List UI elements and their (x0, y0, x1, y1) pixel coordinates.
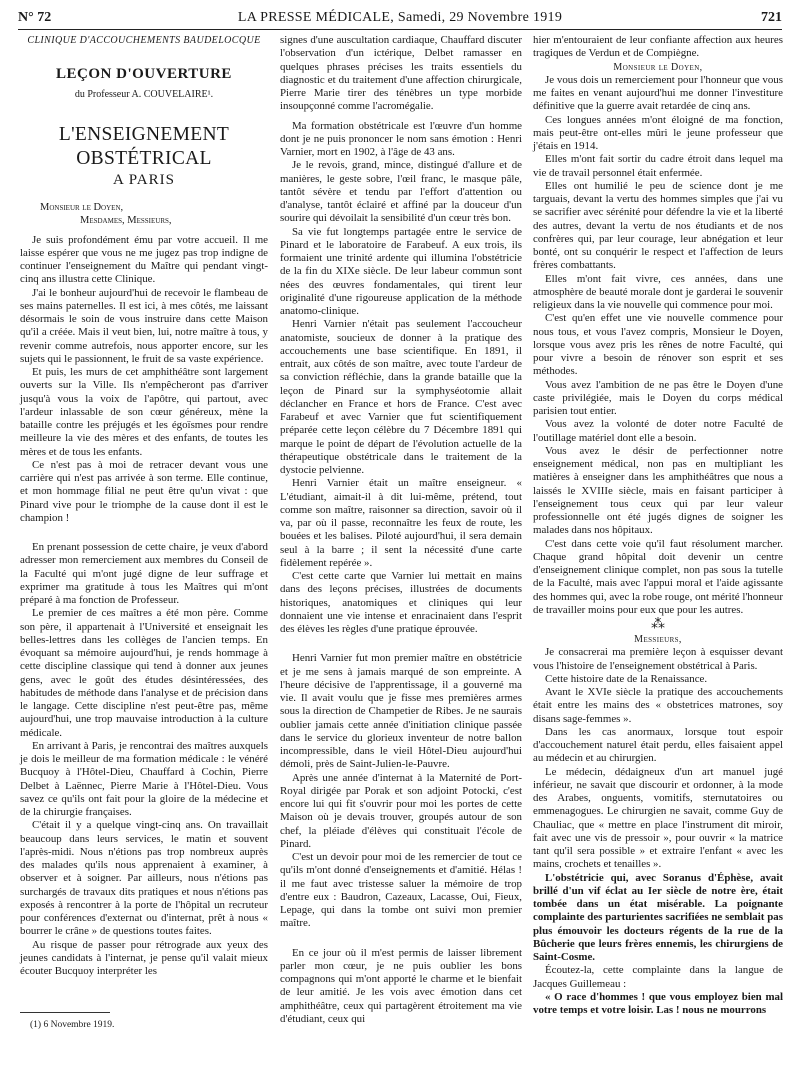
paragraph: Écoutez-la, cette complainte dans la langue de Jacques Guillemeau : (533, 964, 783, 990)
paragraph: Ces longues années m'ont éloigné de ma fonction, mais peut-être ont-elles mûri le jeune professeur que j'étais en 1914. (533, 113, 783, 152)
paragraph: Vous avez l'ambition de ne pas être le Doyen d'une caste privilégiée, mais le Doyen du corps médical parisien tout entier. (533, 378, 783, 417)
column-1 (20, 34, 268, 1034)
paragraph: En arrivant à Paris, je rencontrai des maîtres auxquels je dois le meilleur de ma formation médicale : le vénéré Bucquoy à l'Hôtel-Dieu, Chauffard à Cochin, Pierre Delbet à Laënnec, Pierre Marie à l'Hôtel-Dieu. Vous savez ce qu'ils ont fait pour la gloire de la médecine et de la chirurgie françaises. (20, 739, 268, 818)
paragraph: Vous avez la volonté de doter notre Faculté de l'outillage matériel dont elle a besoin. (533, 418, 783, 444)
lecture-heading: LEÇON D'OUVERTURE (56, 66, 232, 83)
salutation-doyen: Monsieur le Doyen, (40, 202, 124, 213)
article-title: L'ENSEIGNEMENT OBSTÉTRICAL (58, 123, 230, 169)
paragraph: Le médecin, dédaigneux d'un art manuel jugé inférieur, ne savait que discourir et ordonner, à la mode des Arabes, onguents, vomitifs, sternutatoires ou emmenagogues. Le chirurgien ne savait, comme Guy de Chauliac, que « mettre en place l'instrument dit miroir, fait avec une vis de pressoir », pour ouvrir « la matrice tant qu'il sera possible » et extraire l'enfant « avec les mains, crochets et tenailles ». (533, 765, 783, 871)
clinic-name: CLINIQUE D'ACCOUCHEMENTS BAUDELOCQUE (27, 35, 261, 46)
paragraph: hier m'entouraient de leur confiante affection aux heures tragiques de Verdun et de Compiègne. (533, 34, 783, 60)
paragraph: Je consacrerai ma première leçon à esquisser devant vous l'histoire de l'enseignement obstétrical à Paris. (533, 646, 783, 672)
paragraph: C'est qu'en effet une vie nouvelle commence pour nous tous, et vous l'avez compris, Monsieur le Doyen, lorsque vous avez pris les rênes de notre Faculté, qui pour vivre a besoin de rénover son esprit et ses méthodes. (533, 312, 783, 378)
paragraph: Ma formation obstétricale est l'œuvre d'un homme dont je ne puis prononcer le nom sans émotion : Henri Varnier, mort en 1902, à l'âge de 43 ans. (280, 119, 522, 158)
paragraph: Cette histoire date de la Renaissance. (545, 672, 708, 685)
asterism-divider: ⁂ (651, 617, 665, 632)
paragraph: Henri Varnier était un maître enseigneur. « L'étudiant, aimait-il à dit lui-même, prétend, tout comme son maître, raisonner sa direction, savoir où il va, par où il passe, reconnaître les feux de route, les bouées et les balises. Piloté aujourd'hui, il sera demain seul à la barre ; il sent la nécessité d'une carte fidèlement repérée ». (280, 477, 522, 569)
column-3 (533, 34, 783, 1017)
paragraph: Je le revois, grand, mince, distingué d'allure et de manières, le geste sobre, l'œil franc, le masque pâle, tantôt sévère et tendu par l'effort d'attention ou d'analyse, tantôt éclairé et affiné par la douceur d'un sourire qui dévoilait la sensibilité d'un cœur très bon. (280, 159, 522, 225)
paragraph: Dans les cas anormaux, lorsque tout espoir d'accouchement naturel était perdu, elles faisaient appel au médecin et au chirurgien. (533, 725, 783, 765)
paragraph: Henri Varnier fut mon premier maître en obstétricie et je me sens à jamais marqué de son empreinte. A l'heure décisive de l'apprentissage, il a gouverné ma vie. Il avait voulu que je fisse mes premières armes sous la direction de Champetier de Ribes. Je ne saurais oublier jamais cette année d'initiation clinique passée dans le service du glorieux inventeur de notre ballon incompressible, dans le vieil Hôtel-Dieu aujourd'hui démoli, près de Saint-Julien-le-Pauvre. (280, 652, 522, 771)
paragraph: L'obstétricie qui, avec Soranus d'Éphèse, avait brillé d'un vif éclat au Ier siècle de notre ère, était tombée dans un état misérable. La poignante complainte des parturientes sacrifiées ne semblait pas plus émouvoir les docteurs régents de la rue de la Bûcherie que leurs frères ennemis, les chirurgiens de Saint-Cosme. (533, 871, 783, 963)
page-number: 721 (761, 10, 782, 25)
paragraph: C'est dans cette voie qu'il faut résolument marcher. Chaque grand hôpital doit devenir un centre d'enseignement clinique complet, non pas sous la tutelle de la Faculté, mais avec l'appui moral et l'aide agissante des hommes qui, avec la robe rouge, ont mérité l'honneur de travailler moins pour eux que pour les autres. (533, 537, 783, 616)
paragraph: C'était il y a quelque vingt-cinq ans. On travaillait beaucoup dans leurs services, le matin et souvent l'après-midi. Nous n'étions pas trop nombreux auprès des malades qu'ils nous apprenaient à examiner, à observer et à soigner. Par ailleurs, nous n'étions pas surchargés de travaux dits pratiques et nous n'étions pas exposés à rencontrer à la porte de l'hôpital un recruteur pour conférences d'externat ou d'internat, prêt à nous « bourrer le crâne » de questions toutes faites. (20, 819, 268, 938)
paragraph: Avant le XVIe siècle la pratique des accouchements était entre les mains des « obstetrices matrones, soy disans sage-femmes ». (533, 686, 783, 725)
professor-line: du Professeur A. COUVELAIRE¹. (74, 88, 214, 100)
section-salutation-2: Messieurs, (634, 634, 682, 645)
paragraph: Sa vie fut longtemps partagée entre le service de Pinard et le laboratoire de Farabeuf. A eux trois, ils formaient une trinité ardente qui illumina l'obstétricie de la fin du XIXe siècle. De leur labeur commun sont nées des œuvres fondamentales, qui tirent leur originalité d'une rigoureuse application de la méthode anatomo-clinique. (280, 225, 522, 317)
paragraph: En ce jour où il m'est permis de laisser librement parler mon cœur, je ne puis oublier les bons compagnons qui m'ont apporté le charme et le bienfait de leur amitié. Je les vois avec émotion dans cet amphithéâtre, ceux qui partagèrent étroitement ma vie d'étudiant, ceux qui (280, 946, 522, 1025)
article-subtitle: A PARIS (113, 171, 175, 188)
paragraph: « O race d'hommes ! que vous employez bien mal votre temps et votre loisir. Las ! nous ne mourrons (533, 990, 783, 1016)
paragraph: Elles m'ont fait vivre, ces années, dans une atmosphère de beauté morale dont je garderai le souvenir religieux dans la vie nouvelle qui commence pour moi. (533, 272, 783, 311)
paragraph: Ce n'est pas à moi de retracer devant vous une carrière qui n'est pas arrivée à son terme. Elle continue, et mon hommage filial ne peut être qu'un vivat : que Pinard vive pour le triomphe de la cause dont il est le champion ! (20, 458, 268, 524)
section-salutation: Monsieur le Doyen, (613, 61, 703, 73)
paragraph: C'est un devoir pour moi de les remercier de tout ce qu'ils m'ont donné d'enseignements et d'amitié. Hélas ! il me faut avec tristesse saluer la mémoire de trop d'entre eux : Baudron, Cazeaux, Lacasse, Oui, Fieux, Lepage, qui dans la tombe ont suivi mon premier maître. (280, 851, 522, 930)
footnote-rule (20, 1012, 110, 1013)
paragraph: Elles ont humilié le peu de science dont je me targuais, devant la vertu des hommes simples que j'ai vu se sacrifier avec sérénité pour défendre la vie et la liberté des autres, devant la vertu de nos étudiants et de nos confrères qui, par leur courage, leur abnégation et leur bonté, ont su conquérir le respect et l'affection de leurs frères combattants. (533, 179, 783, 272)
page-header (18, 6, 782, 30)
issue-number: N° 72 (18, 10, 52, 25)
column-2 (280, 34, 522, 1026)
header-rule (18, 29, 782, 30)
journal-title: LA PRESSE MÉDICALE, Samedi, 29 Novembre 1919 (237, 10, 563, 25)
paragraph: Je suis profondément ému par votre accueil. Il me laisse espérer que vous ne me jugez pas trop indigne de continuer l'enseignement du Maître qui pendant vingt-cinq ans illustra cette Clinique. (20, 233, 268, 286)
paragraph: C'est cette carte que Varnier lui mettait en mains dans des leçons précises, illustrées de documents historiques, anatomiques et cliniques qui leur donnaient une vie intense et enracinaient dans l'esprit des élèves les règles d'une pratique éprouvée. (280, 570, 522, 635)
paragraph: signes d'une auscultation cardiaque, Chauffard discuter l'observation d'un ictérique, Delbet ramasser en quelques phrases précises les traits essentiels du diagnostic et du traitement d'une affection chirurgicale, Pierre Marie tirer des ténèbres un type morbide insoupçonné comme l'acromégalie. (280, 34, 522, 113)
paragraph: En prenant possession de cette chaire, je veux d'abord adresser mon remerciement aux membres du Conseil de la Faculté qui m'ont jugé digne de leur suffrage et exprimer ma gratitude à tous les Maîtres qui m'ont préparé à ma fonction de Professeur. (20, 541, 268, 606)
footnote: (1) 6 Novembre 1919. (30, 1020, 115, 1030)
paragraph: Je vous dois un remerciement pour l'honneur que vous me faites en venant aujourd'hui me donner l'investiture définitive que la guerre avait retardée de cinq ans. (533, 73, 783, 113)
paragraph: Au risque de passer pour rétrograde aux yeux des jeunes candidats à l'internat, je pense qu'il valait mieux écouter Bucquoy interpréter les (20, 938, 268, 977)
paragraph: J'ai le bonheur aujourd'hui de recevoir le flambeau de ses mains paternelles. Il est ici, à mes côtés, me laissant désormais le soin de vous instruire dans cette Maison qu'il a créée. Mais il veut bien, lui, notre maître à tous, y revenir comme autrefois, nous apporter encore, sur les sujets qui le passionnent, le fruit de sa vaste expérience. (20, 286, 268, 365)
paragraph: Henri Varnier n'était pas seulement l'accoucheur anatomiste, soucieux de donner à la pratique des accouchements une base scientifique. En 1891, il entrait, aux côtés de son maître, avec toute l'ardeur de sa conviction réfléchie, dans la grande bataille que la leçon de Pinard sur la symphyséotomie allait déclancher en France et hors de France. C'est avec Farabeuf et avec Varnier que fut scientifiquement préparée cette leçon célèbre du 7 Décembre 1891 qui marque le point de départ de l'évolution actuelle de la thérapeutique obstétricale dans le traitement de la dystocie pelvienne. (280, 318, 522, 476)
paragraph: Le premier de ces maîtres a été mon père. Comme son père, il appartenait à l'Université et enseignait les belles-lettres dans les collèges de l'ancien temps. En évoquant sa mémoire aujourd'hui, je rends hommage à cette discipline classique qui tend à donner aux jeunes gens, avec le goût des études désintéressées, des habitudes de méthode dans l'analyse et de précision dans le langage. Cette discipline n'est peut-être pas, même aujourd'hui, une trop mauvaise introduction à la culture médicale. (20, 607, 268, 739)
paragraph: Et puis, les murs de cet amphithéâtre sont largement ouverts sur la Ville. Ils n'empêcheront pas d'arriver jusqu'à vous la voix de l'apôtre, qui partout, avec l'ardeur inlassable de son cœur généreux, mène la bataille contre les préjugés et les égoïsmes pour rendre meilleure la vie des mères et des enfants, de toutes les mères et de tous les enfants. (20, 366, 268, 458)
paragraph: Elles m'ont fait sortir du cadre étroit dans lequel ma vie de travail personnel était enfermée. (533, 153, 783, 179)
paragraph: Vous avez le désir de perfectionner notre enseignement médical, non pas en multipliant les matières à enseigner dans les amphithéâtres que nous a laissés le XVIIIe siècle, mais en faisant participer à l'enseignement tous ceux qui par leur valeur professionnelle ont été jugés dignes de soigner les malades dans nos hôpitaux. (533, 444, 783, 537)
salutation-audience: Mesdames, Messieurs, (80, 215, 172, 227)
paragraph: Après une année d'internat à la Maternité de Port-Royal dirigée par Porak et son adjoint Potocki, c'est encore lui qui fit s'ouvrir pour moi les portes de cette Maison où je devais trouver, groupés autour de son chef, la pléiade d'élèves qui constituait l'école de Pinard. (280, 771, 522, 850)
